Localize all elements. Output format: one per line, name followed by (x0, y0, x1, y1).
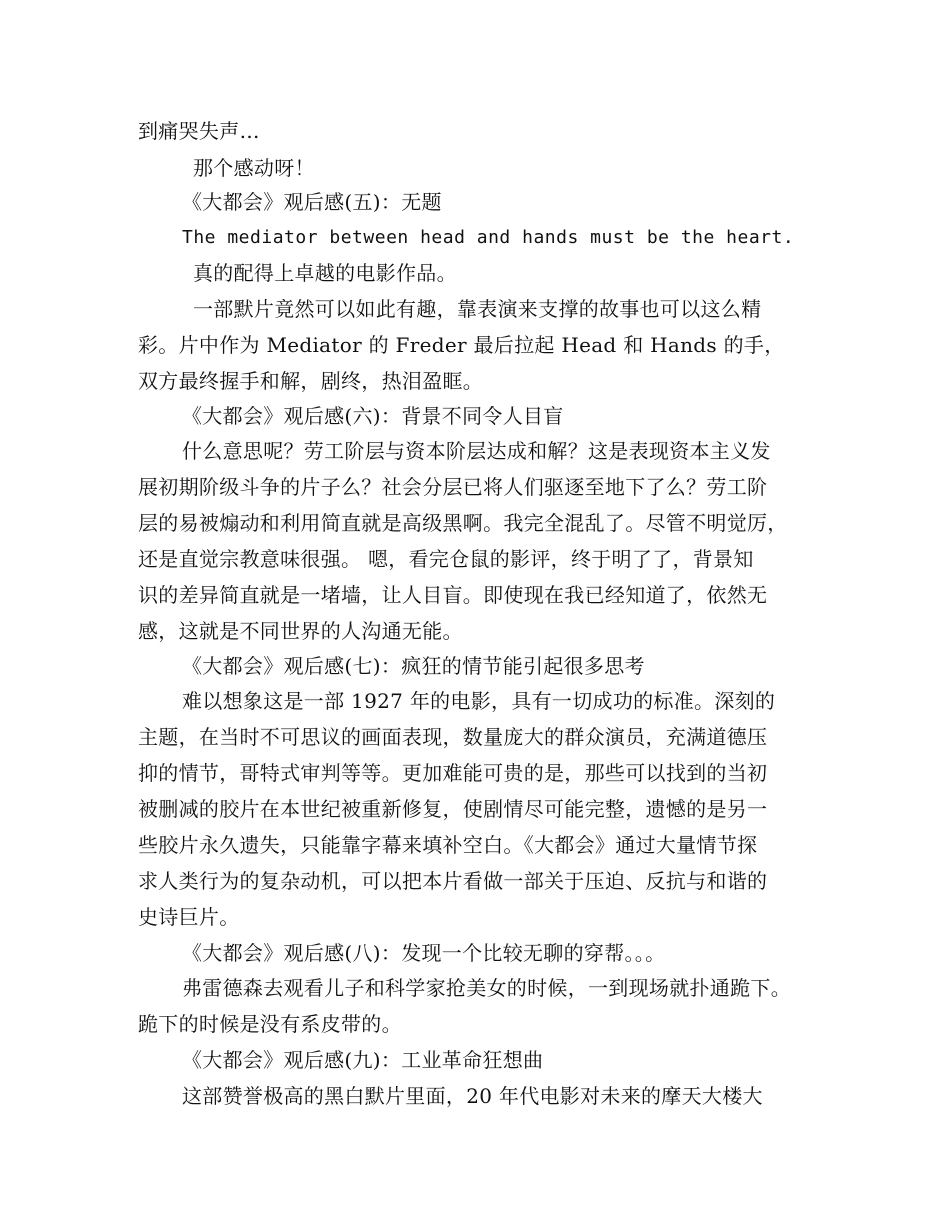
section-heading-6: 《大都会》观后感(六)：背景不同令人目盲 (182, 404, 564, 428)
paragraph-line: 些胶片永久遗失，只能靠字幕来填补空白。《大都会》通过大量情节探 (138, 833, 758, 857)
paragraph-line: 双方最终握手和解，剧终，热泪盈眶。 (138, 369, 484, 393)
paragraph-line: 层的易被煽动和利用简直就是高级黑啊。我完全混乱了。尽管不明觉厉， (138, 511, 788, 535)
paragraph-line: 难以想象这是一部 1927 年的电影，具有一切成功的标准。深刻的 (182, 689, 776, 713)
section-heading-7: 《大都会》观后感(七)：疯狂的情节能引起很多思考 (182, 654, 645, 678)
paragraph-line: 什么意思呢？劳工阶层与资本阶层达成和解？这是表现资本主义发 (182, 439, 771, 463)
paragraph-line: 到痛哭失声… (138, 119, 260, 143)
paragraph-line: 还是直觉宗教意味很强。 嗯，看完仓鼠的影评，终于明了了，背景知 (138, 547, 754, 571)
paragraph-line: 主题，在当时不可思议的画面表现，数量庞大的群众演员，充满道德压 (138, 725, 768, 749)
section-heading-9: 《大都会》观后感(九)：工业革命狂想曲 (182, 1048, 544, 1072)
paragraph-line: 展初期阶级斗争的片子么？社会分层已将人们驱逐至地下了么？劳工阶 (138, 475, 768, 499)
paragraph-line: 一部默片竟然可以如此有趣，靠表演来支撑的故事也可以这么精 (193, 297, 762, 321)
paragraph-line: 抑的情节，哥特式审判等等。更加难能可贵的是，那些可以找到的当初 (138, 761, 768, 785)
paragraph-line: 识的差异简直就是一堵墙，让人目盲。即使现在我已经知道了，依然无 (138, 583, 768, 607)
paragraph-line: 跪下的时候是没有系皮带的。 (138, 1012, 402, 1036)
paragraph-line: 那个感动呀！ (193, 156, 315, 180)
quote-line: The mediator between head and hands must be the heart. (182, 227, 795, 248)
section-heading-8: 《大都会》观后感(八)：发现一个比较无聊的穿帮。。。 (182, 941, 666, 965)
paragraph-line: 求人类行为的复杂动机，可以把本片看做一部关于压迫、反抗与和谐的 (138, 869, 768, 893)
paragraph-line: 弗雷德森去观看儿子和科学家抢美女的时候，一到现场就扑通跪下。 (182, 976, 791, 1000)
paragraph-line: 感，这就是不同世界的人沟通无能。 (138, 619, 463, 643)
paragraph-line: 真的配得上卓越的电影作品。 (193, 261, 457, 285)
paragraph-line: 这部赞誉极高的黑白默片里面，20 年代电影对未来的摩天大楼大 (182, 1084, 763, 1108)
paragraph-line: 被删减的胶片在本世纪被重新修复，使剧情尽可能完整，遗憾的是另一 (138, 797, 768, 821)
section-heading-5: 《大都会》观后感(五)：无题 (182, 190, 442, 214)
paragraph-line: 史诗巨片。 (138, 905, 240, 929)
paragraph-line: 彩。片中作为 Mediator 的 Freder 最后拉起 Head 和 Hands 的手， (138, 333, 785, 357)
